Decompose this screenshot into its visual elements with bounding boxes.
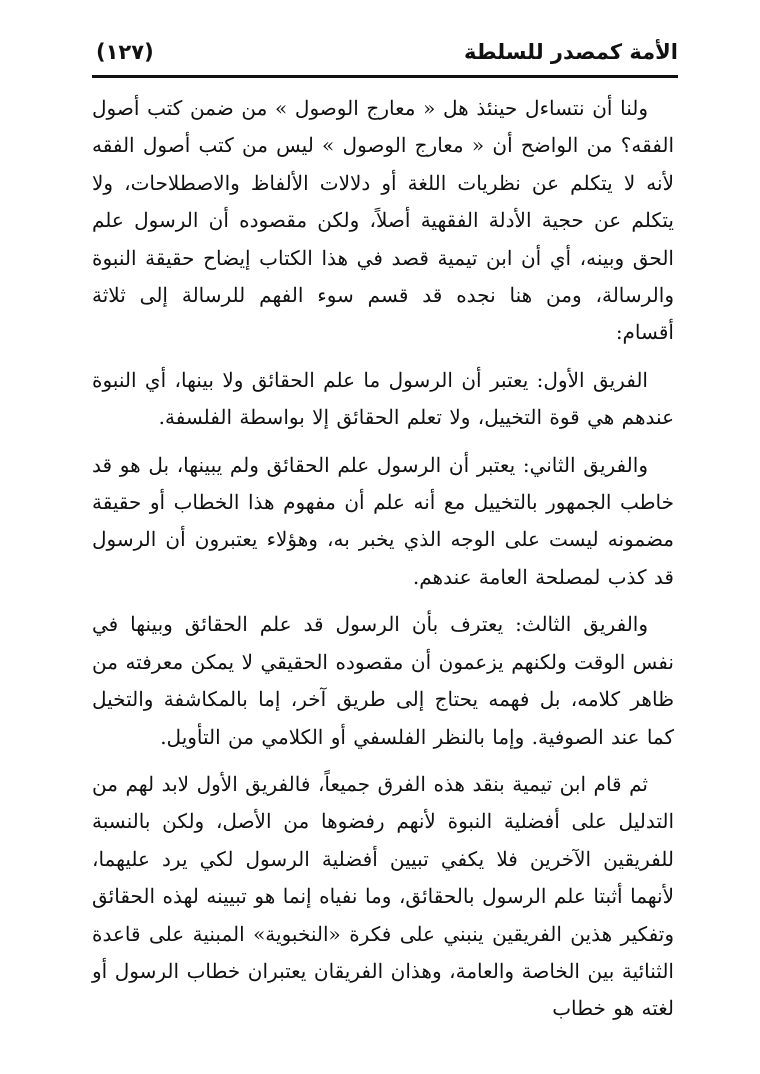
page-number: (١٢٧) [96,40,154,64]
paragraph-third-group: والفريق الثالث: يعترف بأن الرسول قد علم الحقائق وبينها في نفس الوقت ولكنهم يزعمون أن مقصوده الحقيقي لا يمكن معرفته من ظاهر كلامه، بل فهمه يحتاج إلى طريق آخر، إما بالمكاشفة والتخيل كما عند الصوفية. وإما بالنظر الفلسفي أو الكلامي من التأويل. [92,612,674,749]
header-divider [92,75,678,78]
page-header [92,38,678,78]
paragraph-critique: ثم قام ابن تيمية بنقد هذه الفرق جميعاً، فالفريق الأول لابد لهم من التدليل على أفضلية النبوة لأنهم رفضوها من الأصل، ولكن بالنسبة للفريقين الآخرين فلا يكفي تبيين أفضلية الرسول لكي يرد عليهما، لأنهما أثبتا علم الرسول بالحقائق، وما نفياه إنما هو تبيينه لهذه الحقائق وتفكير هذين الفريقين ينبني على فكرة «النخبوية» المبنية على قاعدة الثنائية بين الخاصة والعامة، وهذان الفريقان يعتبران خطاب الرسول أو لغته هو خطاب [92,771,674,1021]
running-title: الأمة كمصدر للسلطة [464,40,678,64]
paragraph-second-group: والفريق الثاني: يعتبر أن الرسول علم الحقائق ولم يبينها، بل هو قد خاطب الجمهور بالتخييل مع أنه علم أن مفهوم هذا الخطاب أو حقيقة مضمونه ليست على الوجه الذي يخبر به، وهؤلاء يعتبرون أن الرسول قد كذب لمصلحة العامة عندهم. [92,452,675,589]
paragraph-intro: ولنا أن نتساءل حينئذ هل « معارج الوصول » من ضمن كتب أصول الفقه؟ من الواضح أن « معارج الوصول » ليس من كتب أصول الفقه لأنه لا يتكلم عن نظريات اللغة أو دلالات الألفاظ والاصطلاحات، ولا يتكلم عن حجية الأدلة الفقهية أصلاً، ولكن مقصوده أن الرسول علم الحق وبينه، أي أن ابن تيمية قصد في هذا الكتاب إيضاح حقيقة النبوة والرسالة، ومن هنا نجده قد قسم سوء الفهم للرسالة إلى ثلاثة أقسام: [92,96,674,345]
paragraph-first-group: الفريق الأول: يعتبر أن الرسول ما علم الحقائق ولا بينها، أي النبوة عندهم هي قوة التخييل، ولا تعلم الحقائق إلا بواسطة الفلسفة. [92,367,674,430]
page-body [92,90,674,1028]
